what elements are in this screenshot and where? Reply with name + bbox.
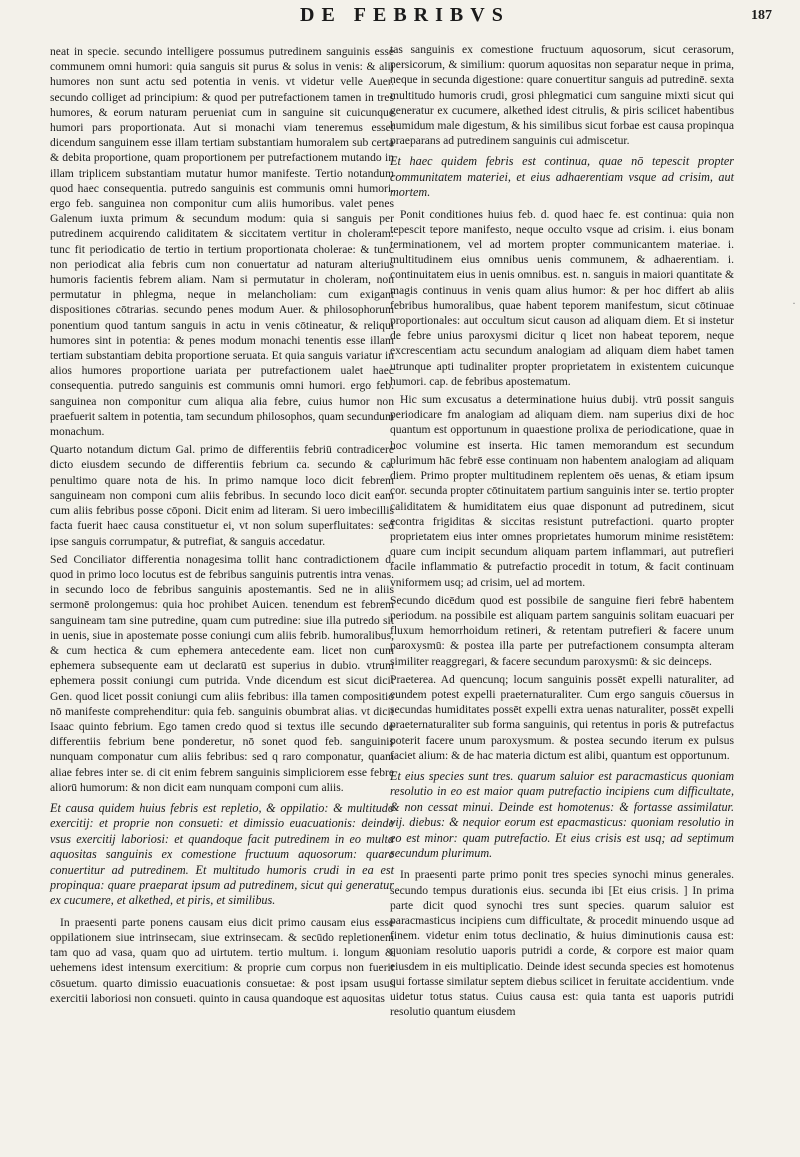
paragraph: Sed Conciliator differentia nonagesima tollit hanc contradictionem d. quod in primo loco locutus est de febribus sanguinis putrentis intra venas. in secundo loco de febribus sanguinis apostemantis. Sed ne in aliis sermonē prolongemus: quia hoc prohibet Auicen. tenendum est febrem sanguineam tam sine putredine, quam cum putredine: siue illa putredo sit in uenis, siue in apostemate posse coniungi cum aliis febrib. humoralibus, & cum hectica & cum ephemera antecedente eam. licet non cum ephemera subsequente eam ut declaratū est superius in dubio. vtrum ephemera possit coniungi cum putrida. Vnde dicendum est sicut dicit Gen. quod licet possit coniungi cum aliis febribus: illa tamen compositio nō manifeste comprehenditur: quia feb. sanguinis obumbrat alias. vt dicit Isaac quinto febrium. Ego tamen credo quod si textus ille secundo de differentiis febrium bene ponderetur, nō sonet quod feb. sanguinis nunquam componatur cum aliis febribus: sed q raro componatur, quam aliae febres inter se. di cit enim febrem sanguinis simpliciorem esse febre aliorū humorum: & non dicit eam nunquam componi cum aliis. (50, 552, 394, 794)
margin-mark: · (792, 296, 796, 310)
paragraph: Ponit conditiones huius feb. d. quod haec fe. est continua: quia non tepescit tepore manifesto, neque occulto vsque ad crisim. i. eius bonam terminationem, vel ad mortem propter communicantem materiae. i. multitudinem eius omnibus uenis communem, & adhaerentiam. i. continuitatem eius in uenis omnibus. est. n. sanguis in maiori quantitate & magis continuus in venis quam alius humor: & per hoc differt ab aliis febribus humoralibus, quae habent teporem manifestum, sicut cōtinuae proportionales: aut occultum sicut causon ad aliquam diem. Et si instetur de febre unius paroxysmi dicitur q licet non habeat teporem, neque excrescentiam actu secundum analogiam ad aliquam diem habet tamen utrunque apti tudinaliter propter proprietatem in existentem cuicunque humori. cap. de febribus apostematum. (390, 207, 734, 388)
paragraph: In praesenti parte primo ponit tres species synochi minus generales. secundo tempus durationis eius. secunda ibi [Et eius crisis. ] In prima parte dicit quod synochi tres sunt species. quarum saluior est paracmasticus incipiens cum difficultate, & procedit minuendo usque ad finem. videtur enim totus declinatio, & huius diminutionis causa est: quoniam resolutio uaporis putridi a corde, & corpore est maior quam eiusdem in eis multiplicatio. Deinde idest secunda species est homotenus qui fortasse similatur septem diebus scilicet in feruitate accidentium. vnde uidetur totus status. Cuius causa est: quia tanta est uaporis putridi resolutio quantum eiusdem (390, 868, 734, 1019)
paragraph: neat in specie. secundo intelligere possumus putredinem sanguinis esse communem omni humori: quia sanguis sit purus & solus in venis: & alij humores non sunt actu sed potentia in venis. vt videtur velle Auer. secundo colliget ad principium: & quod per putrefactionem tamen in tres humores, & eorum naturam perueniat cum in sanguine sit cuicunque humori pars proportionata. Aut si monachi viam teneremus esset dicendum sanguinem esse illam tertiam substantiam humoralem sub certa & debita proportione, quam proportionem per putrefactionem mutando in illam triplicem substantiam mutatur humor manifeste. Tertio notandum quod haec consequentia. putredo sanguinis est communis omni humori. ergo feb. sanguinea non componitur cum aliis humoribus. valet penes Galenum iuxta primum & secundum modum: quia si sanguis per putredinem acquirendo caliditatem & siccitatem vertitur in choleram: tunc fit periodicatio de tertio in tertium proportionata cholerae: & tunc non periodicat alia febris cum non conuertatur ad naturam alterius humoris facientis febrem aliam. Nam si permutatur in choleram, non permutatur in phlegma, neque in melancholiam: cum exigant dispositiones cōtrarias. secundo penes modum Auer. & philosophorum ponentium quod tantum sanguis in actu in venis cōtineatur, & reliqui humores sint in potentia: & penes modum monachi tenentis esse illam tertiam substantiam debita proportione seruata. Et quia sanguis variatur in alios humores proportione uariata per putrefactionem ualet haec consequentia. putredo sanguinis est communis omni humori. ergo feb. sanguinea non componitur cum aliqua alia febre, cuius humor non praefuerit saltem in potentia, tam secundum philosophos, quam secundum monachum. (50, 45, 394, 439)
running-title: DE FEBRIBVS (300, 4, 510, 26)
lemma-italic: Et causa quidem huius febris est repletio, & oppilatio: & multitudo exercitij: et proprie non consueti: et dimissio euacuationis: deinde vsus exercitij laboriosi: et quandoque facit putredinem in eo multa aquositas sanguinis ex comestione fructuum aquosorum: quare conuertitur ad putredinem. Et multitudo humoris crudi in ea est propinqua: quare praeparat ipsum ad putredinem, sicut qui generatur ex cucumere, et alkethed, et piris, et similibus. (50, 800, 394, 908)
page-number: 187 (751, 8, 772, 23)
page-header (0, 4, 800, 34)
paragraph: Quarto notandum dictum Gal. primo de differentiis febriū contradicere dicto eiusdem secundo de differentiis febrium ca. secundo & ca. penultimo quare nota de his. In primo namque loco dicit febrem sanguineam non componi cum aliis febribus. In secundo loco dicit eam cum aliis febribus posse cōponi. Dicit enim ad literam. Si uero imbecillis facta fuerit haec causa constituetur ei, vt non solum superfluitates: sed ipse sanguis corrumpatur, & putrefiat, & sanguis accedatur. (50, 443, 394, 548)
paragraph: Praeterea. Ad quencunq; locum sanguinis possēt expelli naturaliter, ad eundem potest expelli praeternaturaliter. Cum ergo sanguis cōuersus in secundas humiditates possēt expelli extra uenas naturaliter, possēt expelli praeternaturaliter sub forma sanguinis, qui retentus in poris & putrefactus poterit facere unum paroxysmum. & postea secundo iterum ex pulsus faciet alium: & de hac materia dictum est alibi, quantum est opportunum. (390, 672, 734, 762)
right-column (390, 42, 734, 1022)
lemma-italic: Et eius species sunt tres. quarum saluior est paracmasticus quoniam resolutio in eo est maior quam putrefactio incipiens cum difficultate, & non cessat minui. Deinde est homotenus: & fortasse assimilatur. vij. diebus: & nequior eorum est epacmasticus: quoniam resolutio in eo est minor: quam putrefactio. Et eius crisis est usq; ad septimum secundum plurimum. (390, 768, 734, 860)
left-column (50, 44, 394, 1009)
paragraph: Secundo dicēdum quod est possibile de sanguine fieri febrē habentem periodum. na possibile est aliquam partem sanguinis solitam euacuari per fluxum hemorrhoidum retineri, & retentam putrefieri & facere unum paroxysmū: & postea illa parte per putrefactionem consumpta alteram similiter reaggregari, & facere secundum paroxysmū: & sic deinceps. (390, 593, 734, 668)
lemma-italic: Et haec quidem febris est continua, quae nō tepescit propter communitatem materiei, et eius adhaerentiam vsque ad crisim, aut mortem. (390, 154, 734, 200)
paragraph: In praesenti parte ponens causam eius dicit primo causam eius esse oppilationem siue intrinsecam, siue extrinsecam. & secūdo repletionem tam quo ad vasa, quam quo ad uirtutem. tertio multum. i. longum & uehemens idest intensum exercitium: & proprie cum corpus non fuerit cōsuetum. quarto dimissio euacuationis consuetae: & post ipsam usus exercitii laboriosi non consueti. quinto in causa quandoque est aquositas (50, 915, 394, 1005)
paragraph: Hic sum excusatus a determinatione huius dubij. vtrū possit sanguis periodicare fm analogiam ad aliquam diem. nam superius dixi de hoc quantum est opportunum in quaestione prolixa de periodicatione, quae in hoc volumine est inserta. Hic tamen memorandum est secundum plurimum hāc febrē esse continuam non habentem analogiam ad aliquam diem. Primo propter multitudinem replentem oēs uenas, & etiam ipsum cor. secunda propter cōtinuitatem partium sanguinis inter se. tertio propter caliditatem & humiditatem eius quae disponunt ad putredinem, sicut econtra frigiditas & siccitas resistunt putrefactioni. quarto propter proprietatem eius inter omnes proprietates humorum minime resistētem: quare cum incipit secundum aliquam partem inflammari, aut putrefieri facile inflammatio & putrefactio procedit in totum, & facit continuam vniformem usq; ad crisim, uel ad mortem. (390, 393, 734, 589)
paragraph: tas sanguinis ex comestione fructuum aquosorum, sicut cerasorum, persicorum, & similium: quorum aquositas non separatur neque in prima, neque in secunda digestione: quare conuertitur sanguis ad putredinē. sexta multitudo humoris crudi, grosi phlegmatici cum sanguine mixti sicut qui generatur ex cucumere, alkethed idest citrulis, & piris scilicet habentibus humidum male digestum, & his similibus sicut forbae est causa propinqua praeparans ad putredinem sanguinis cui admiscetur. (390, 43, 734, 148)
